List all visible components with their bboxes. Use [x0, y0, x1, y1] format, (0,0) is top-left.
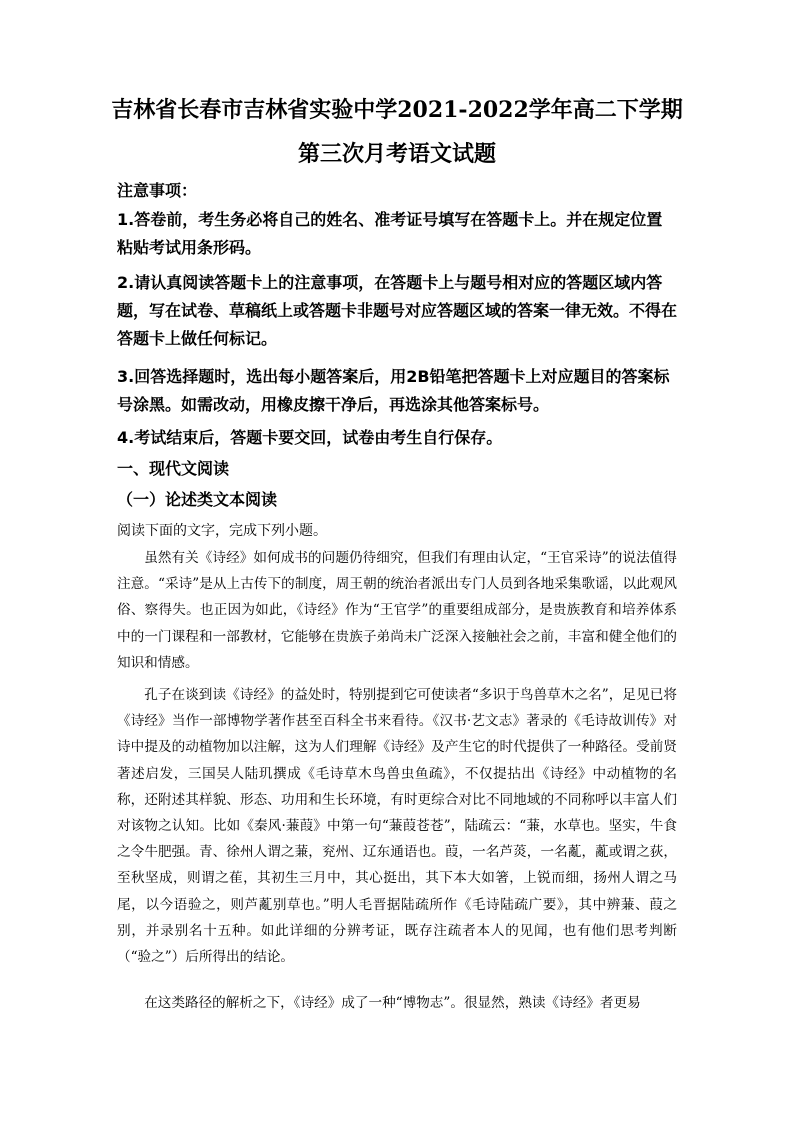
document-title-line-1: 吉林省长春市吉林省实验中学2021-2022学年高二下学期 [111, 97, 683, 123]
subsection-heading-argumentative-reading: （一）论述类文本阅读 [117, 490, 278, 509]
notice-item-1: 1.答卷前，考生务必将自己的姓名、准考证号填写在答题卡上。并在规定位置粘贴考试用条形码。 [117, 210, 663, 257]
reading-instruction: 阅读下面的文字，完成下列小题。 [117, 523, 327, 539]
notice-item-2: 2.请认真阅读答题卡上的注意事项，在答题卡上与题号相对应的答题区域内答题，写在试卷、草稿纸上或答题卡非题号对应答题区域的答案一律无效。不得在答题卡上做任何标记。 [117, 273, 678, 348]
document-title-line-2: 第三次月考语文试题 [297, 141, 496, 167]
notice-item-3: 3.回答选择题时，选出每小题答案后，用2B铅笔把答题卡上对应题目的答案标号涂黑。如需改动，用橡皮擦干净后，再选涂其他答案标号。 [117, 367, 670, 414]
section-heading-modern-reading: 一、现代文阅读 [117, 459, 230, 478]
passage-paragraph-1: 虽然有关《诗经》如何成书的问题仍待细究，但我们有理由认定，“王官采诗”的说法值得注意。“采诗”是从上古传下的制度，周王朝的统治者派出专门人员到各地采集歌谣，以此观风俗、察得失。也正因为如此，《诗经》作为“王官学”的重要组成部分，是贵族教育和培养体系中的一门课程和一部教材，它能够在贵族子弟尚未广泛深入接触社会之前，丰富和健全他们的知识和情感。 [117, 550, 677, 671]
notice-heading: 注意事项： [117, 181, 198, 200]
passage-paragraph-2: 孔子在谈到读《诗经》的益处时，特别提到它可使读者“多识于鸟兽草木之名”，足见已将《诗经》当作一部博物学著作甚至百科全书来看待。《汉书·艺文志》著录的《毛诗故训传》对诗中提及的动植物加以注解，这为人们理解《诗经》及产生它的时代提供了一种路径。受前贤著述启发，三国吴人陆玑撰成《毛诗草木鸟兽虫鱼疏》，不仅提拈出《诗经》中动植物的名称，还附述其样貌、形态、功用和生长环境，有时更综合对比不同地域的不同称呼以丰富人们对该物之认知。比如《秦风·蒹葭》中第一句“蒹葭苍苍”，陆疏云：“蒹，水草也。坚实，牛食之令牛肥强。青、徐州人谓之蒹，兖州、辽东通语也。葭，一名芦菼，一名薍，薍或谓之荻，至秋坚成，则谓之萑，其初生三月中，其心挺出，其下本大如箸，上锐而细，扬州人谓之马尾，以今语验之，则芦薍别草也。”明人毛晋据陆疏所作《毛诗陆疏广要》，其中辨蒹、葭之别，并录别名十五种。如此详细的分辨考证，既存注疏者本人的见闻，也有他们思考判断（“验之”）后所得出的结论。 [117, 687, 677, 966]
passage-paragraph-3: 在这类路径的解析之下，《诗经》成了一种“博物志”。很显然，熟读《诗经》者更易 [144, 995, 641, 1011]
notice-item-4: 4.考试结束后，答题卡要交回，试卷由考生自行保存。 [117, 428, 503, 447]
